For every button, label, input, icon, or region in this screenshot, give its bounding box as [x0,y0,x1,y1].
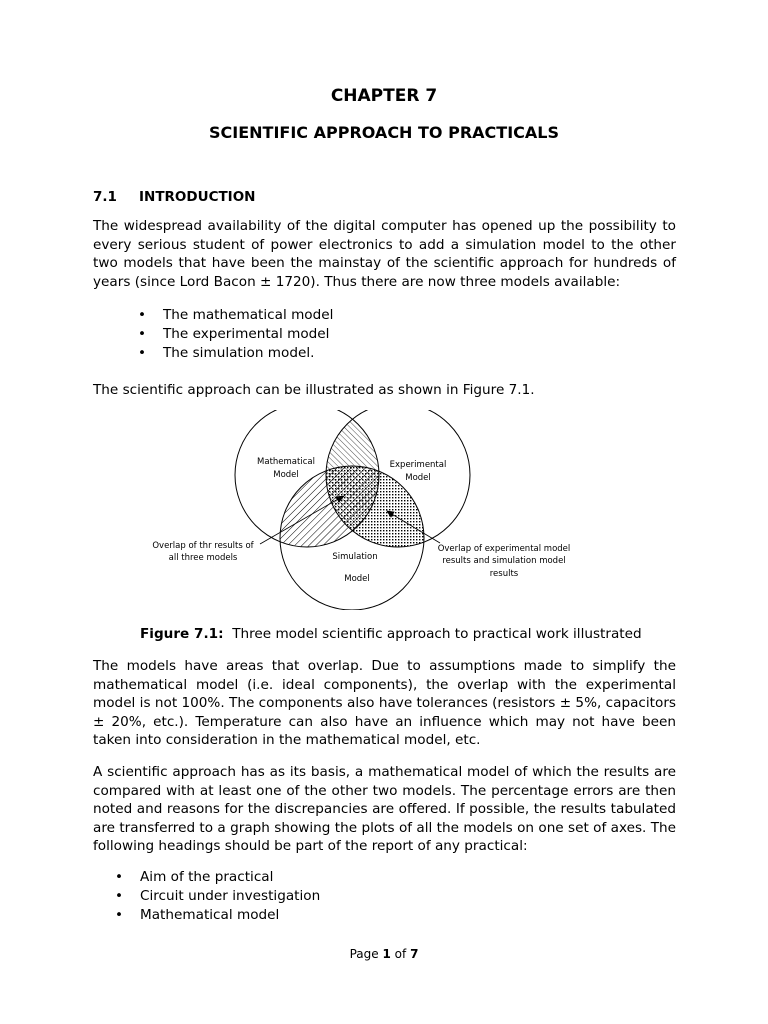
chapter-title: CHAPTER 7 [330,86,438,106]
figure-label: Figure 7.1: [140,626,224,642]
models-list [138,306,333,363]
bullet-icon: • [115,907,124,923]
callout-left-line1: Overlap of thr results of [152,541,254,551]
bullet-icon: • [115,888,124,904]
illustration-paragraph: The scientific approach can be illustrated as shown in Figure 7.1. [93,382,535,398]
experimental-label-line2: Model [405,473,431,483]
figure-caption [140,626,642,642]
list-item: • The simulation model. [138,345,315,361]
page-footer [0,947,768,961]
callout-left-line2: all three models [168,553,238,563]
list-item: • Mathematical model [115,907,280,923]
list-item: • Aim of the practical [115,869,274,885]
bullet-icon: • [138,307,147,323]
section-number: 7.1 [93,189,117,205]
footer-prefix: Page [349,947,379,961]
basis-paragraph: A scientific approach has as its basis, a mathematical model of which the results are compared with at least one of the other two models. The percentage errors are then noted and reasons for the discrepancies are offered. If possible, the results tabulated are transferred to a graph showing the plots of all the models on one set of axes. The following headings should be part of the report of any practical: [93,764,676,855]
callout-right-line3: results [489,569,519,579]
bullet-icon: • [138,326,147,342]
bullet-icon: • [115,869,124,885]
intro-paragraph: The widespread availability of the digital computer has opened up the possibility to every serious student of power electronics to add a simulation model to the other two models that have been the mainstay of the scientific approach for hundreds of years (since Lord Bacon ± 1720). Thus there are now three models available: [93,218,676,290]
headings-list [115,868,320,925]
footer-separator: of [394,947,407,961]
section-title: INTRODUCTION [139,189,256,205]
list-item: • Circuit under investigation [115,888,321,904]
section-heading [93,189,255,205]
footer-total-pages: 7 [410,947,419,961]
overlap-paragraph: The models have areas that overlap. Due to assumptions made to simplify the mathematical model (i.e. ideal components), the overlap with the experimental model is not 100%. The components also have tolerances (resistors ± 5%, capacitors ± 20%, etc.). Temperature can also have an influence which may not have been taken into consideration in the mathematical model, etc. [93,658,676,749]
chapter-subtitle: SCIENTIFIC APPROACH TO PRACTICALS [209,123,559,142]
footer-current-page: 1 [382,947,391,961]
math-label-line2: Model [273,470,299,480]
venn-diagram [140,410,600,610]
callout-right-line1: Overlap of experimental model [437,544,571,554]
list-item: • The mathematical model [138,307,334,323]
callout-right-line2: results and simulation model [442,556,566,566]
bullet-icon: • [138,345,147,361]
figure-text: Three model scientific approach to practical work illustrated [232,626,642,642]
simulation-label-line1: Simulation [332,552,378,562]
simulation-label-line2: Model [344,574,370,584]
list-item: • The experimental model [138,326,330,342]
experimental-label-line1: Experimental [389,460,447,470]
math-label-line1: Mathematical [257,457,315,467]
